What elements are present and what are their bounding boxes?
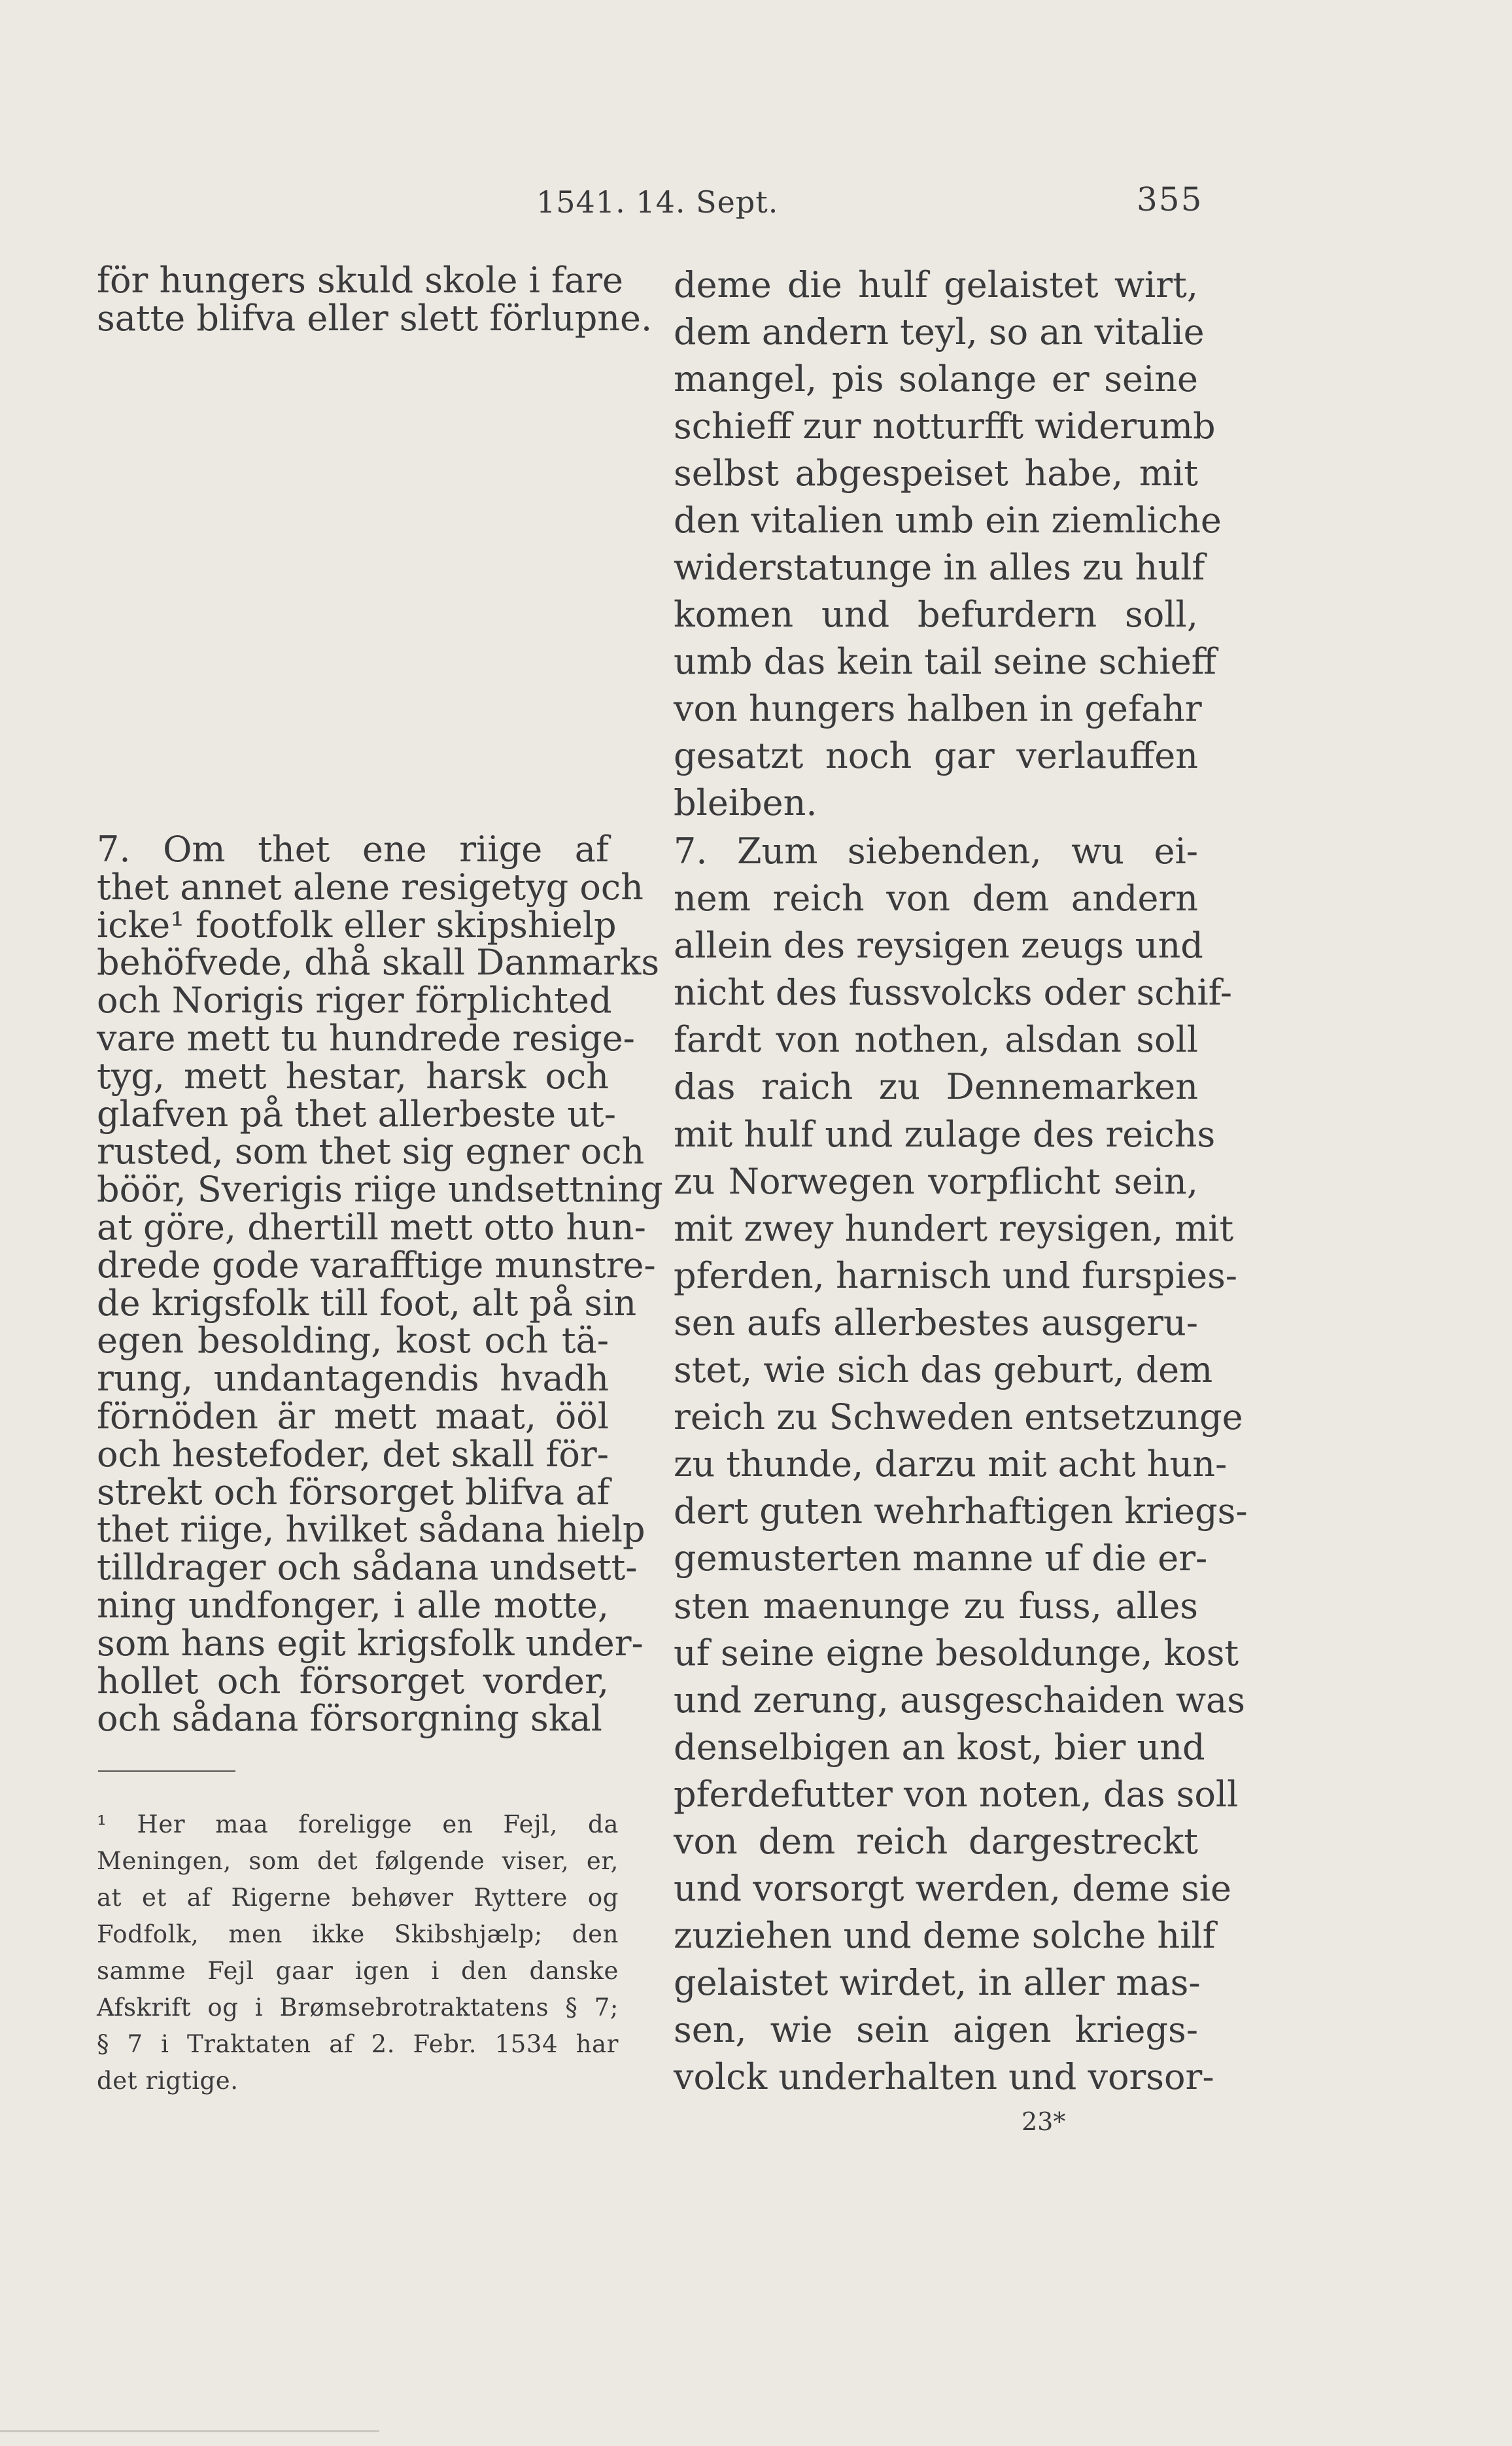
text-line: § 7 i Traktaten af 2. Febr. 1534 har xyxy=(97,2030,619,2058)
text-line: gelaistet wirdet, in aller mas- xyxy=(674,1962,1201,2004)
text-line: selbst abgespeiset habe, mit xyxy=(674,453,1198,494)
text-line: komen und befurdern soll, xyxy=(674,594,1198,635)
text-line: sen aufs allerbestes ausgeru- xyxy=(674,1301,1198,1343)
text-line: strekt och försorget blifva af xyxy=(97,1471,610,1513)
text-line: thet annet alene resigetyg och xyxy=(97,866,644,908)
text-line: och sådana försorgning skal xyxy=(97,1698,602,1740)
text-line: zu Norwegen vorpflicht sein, xyxy=(674,1160,1198,1202)
text-line: och Norigis riger förplichted xyxy=(97,980,612,1022)
text-line: och hestefoder, det skall för- xyxy=(97,1433,609,1475)
text-line: gesatzt noch gar verlauffen xyxy=(674,735,1198,776)
running-title: 1541. 14. Sept. xyxy=(536,184,779,220)
text-line: vare mett tu hundrede resige- xyxy=(97,1017,635,1059)
text-line: at göre, dhertill mett otto hun- xyxy=(97,1206,646,1248)
right-column-section-7 xyxy=(674,828,1248,2101)
text-line: das raich zu Dennemarken xyxy=(674,1066,1198,1108)
right-column-top xyxy=(674,262,1222,827)
text-line: 7. Om thet ene riige af xyxy=(97,829,609,870)
text-line: nem reich von dem andern xyxy=(674,878,1198,920)
text-line: tilldrager och sådana undsett- xyxy=(97,1547,638,1589)
text-line: allein des reysigen zeugs und xyxy=(674,925,1203,967)
text-line: icke¹ footfolk eller skipshielp xyxy=(97,904,617,946)
text-line: tyg, mett hestar, harsk och xyxy=(97,1055,609,1097)
text-line: zuziehen und deme solche hilf xyxy=(674,1915,1216,1957)
text-line: uf seine eigne besoldunge, kost xyxy=(674,1632,1239,1674)
left-column-top xyxy=(97,260,653,339)
text-line: pferdefutter von noten, das soll xyxy=(674,1773,1239,1815)
text-line: dem andern teyl, so an vitalie xyxy=(674,311,1205,353)
text-line: von dem reich dargestreckt xyxy=(674,1820,1198,1862)
text-line: und vorsorgt werden, deme sie xyxy=(674,1868,1232,1910)
text-line: sten maenunge zu fuss, alles xyxy=(674,1585,1198,1627)
signature-mark: 23* xyxy=(1022,2107,1066,2136)
text-line: gemusterten manne uf die er- xyxy=(674,1538,1208,1579)
text-line: denselbigen an kost, bier und xyxy=(674,1726,1205,1768)
text-line: som hans egit krigsfolk under- xyxy=(97,1622,644,1664)
text-line: von hungers halben in gefahr xyxy=(674,688,1202,729)
text-line: Afskrift og i Brømsebrotraktatens § 7; xyxy=(97,1993,619,2022)
text-line: umb das kein tail seine schieff xyxy=(674,641,1217,682)
text-line: rung, undantagendis hvadh xyxy=(97,1358,609,1400)
text-line: mit zwey hundert reysigen, mit xyxy=(674,1207,1234,1249)
text-line: drede gode varafftige munstre- xyxy=(97,1244,656,1286)
text-line: egen besolding, kost och tä- xyxy=(97,1320,609,1362)
text-line: Fodfolk, men ikke Skibshjælp; den xyxy=(97,1920,619,1948)
text-line: mit hulf und zulage des reichs xyxy=(674,1113,1216,1155)
text-line: behöfvede, dhå skall Danmarks xyxy=(97,942,660,984)
text-line: fardt von nothen, alsdan soll xyxy=(674,1019,1198,1061)
text-line: böör, Sverigis riige undsettning xyxy=(97,1169,663,1211)
text-line: und zerung, ausgeschaiden was xyxy=(674,1679,1245,1721)
footnote xyxy=(97,1806,619,2099)
text-line: deme die hulf gelaistet wirt, xyxy=(674,264,1198,305)
text-line: den vitalien umb ein ziemliche xyxy=(674,500,1222,541)
left-column-section-7 xyxy=(97,829,663,1740)
text-line: widerstatunge in alles zu hulf xyxy=(674,547,1205,588)
text-line: rusted, som thet sig egner och xyxy=(97,1131,645,1173)
text-line: thet riige, hvilket sådana hielp xyxy=(97,1509,645,1551)
page-number: 355 xyxy=(1137,181,1203,218)
text-line: glafven på thet allerbeste ut- xyxy=(97,1093,616,1135)
text-line: volck underhalten und vorsor- xyxy=(674,2056,1214,2098)
text-line: sen, wie sein aigen kriegs- xyxy=(674,2009,1198,2051)
text-line: Meningen, som det følgende viser, er, xyxy=(97,1847,619,1875)
text-line: de krigsfolk till foot, alt på sin xyxy=(97,1282,637,1324)
text-line: det rigtige. xyxy=(97,2067,239,2095)
text-line: nicht des fussvolcks oder schif- xyxy=(674,972,1232,1014)
text-line: 7. Zum siebenden, wu ei- xyxy=(674,831,1198,872)
text-line: ning undfonger, i alle motte, xyxy=(97,1584,609,1626)
text-line: bleiben. xyxy=(674,782,817,823)
text-line: pferden, harnisch und furspies- xyxy=(674,1254,1238,1296)
text-line: zu thunde, darzu mit acht hun- xyxy=(674,1443,1228,1485)
text-line: förnöden är mett maat, ööl xyxy=(97,1395,609,1437)
text-line: schieff zur notturfft widerumb xyxy=(674,405,1216,447)
text-line: satte blifva eller slett förlupne. xyxy=(97,298,653,339)
text-line: ¹ Her maa foreligge en Fejl, da xyxy=(97,1810,619,1838)
footnote-divider xyxy=(98,1770,235,1772)
text-line: samme Fejl gaar igen i den danske xyxy=(97,1957,619,1985)
text-line: mangel, pis solange er seine xyxy=(674,358,1198,400)
text-line: at et af Rigerne behøver Ryttere og xyxy=(97,1884,619,1912)
text-line: för hungers skuld skole i fare xyxy=(97,260,623,301)
text-line: reich zu Schweden entsetzunge xyxy=(674,1396,1243,1438)
text-line: stet, wie sich das geburt, dem xyxy=(674,1349,1213,1391)
page-bottom-edge xyxy=(0,2430,379,2432)
text-line: hollet och försorget vorder, xyxy=(97,1660,609,1702)
text-line: dert guten wehrhaftigen kriegs- xyxy=(674,1490,1248,1532)
